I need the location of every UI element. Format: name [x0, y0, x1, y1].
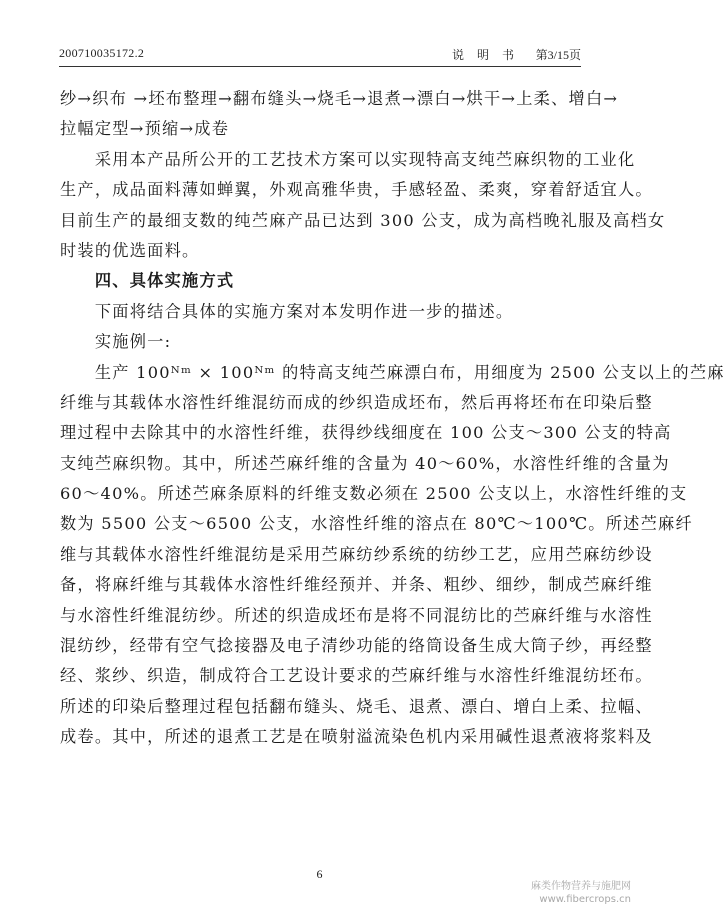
body-line: 时装的优选面料。 [60, 240, 200, 260]
body-line: 目前生产的最细支数的纯苎麻产品已达到 300 公支，成为高档晚礼服及高档女 [60, 210, 666, 230]
body-line: 采用本产品所公开的工艺技术方案可以实现特高支纯苎麻织物的工业化 [60, 149, 636, 169]
body-line: 纱→织布 →坯布整理→翻布缝头→烧毛→退煮→漂白→烘干→上柔、增白→ [60, 89, 619, 108]
body-line: 数为 5500 公支～6500 公支，水溶性纤维的溶点在 80℃～100℃。所述苎麻纤 [60, 514, 693, 534]
body-line: 与水溶性纤维混纺纱。所述的织造成坯布是将不同混纺比的苎麻纤维与水溶性 [60, 605, 653, 625]
body-line: 生产，成品面料薄如蝉翼，外观高雅华贵，手感轻盈、柔爽，穿着舒适宜人。 [60, 180, 653, 200]
body-line: 理过程中去除其中的水溶性纤维，获得纱线细度在 100 公支～300 公支的特高 [60, 423, 672, 443]
body-line: 经、浆纱、织造，制成符合工艺设计要求的苎麻纤维与水溶性纤维混纺坯布。 [60, 666, 653, 686]
page-indicator: 第3/15页 [535, 48, 581, 62]
body-line: 备，将麻纤维与其载体水溶性纤维经预并、并条、粗纱、细纱，制成苎麻纤维 [60, 575, 653, 595]
site-watermark [531, 880, 631, 906]
header-rule [59, 66, 581, 67]
page-header [59, 44, 581, 62]
watermark-site-name: 麻类作物营养与施肥网 [531, 881, 631, 892]
body-line: 维与其载体水溶性纤维混纺是采用苎麻纺纱系统的纺纱工艺，应用苎麻纺纱设 [60, 544, 653, 564]
body-line: 混纺纱，经带有空气捻接器及电子清纱功能的络筒设备生成大筒子纱，再经整 [60, 636, 653, 656]
body-line: 生产 100ᴺᵐ × 100ᴺᵐ 的特高支纯苎麻漂白布，用细度为 2500 公支以上的苎麻 [60, 362, 725, 382]
document-type: 说 明 书 [451, 48, 519, 62]
watermark-url: www.fibercrops.cn [539, 894, 631, 905]
body-line: 60～40%。所述苎麻条原料的纤维支数必须在 2500 公支以上，水溶性纤维的支 [60, 484, 688, 504]
document-body [60, 84, 725, 753]
body-line: 成卷。其中，所述的退煮工艺是在喷射溢流染色机内采用碱性退煮液将浆料及 [60, 727, 653, 747]
page-number: 6 [316, 867, 323, 881]
body-line: 下面将结合具体的实施方案对本发明作进一步的描述。 [60, 301, 514, 321]
section-heading: 四、具体实施方式 [60, 271, 235, 291]
body-line: 纤维与其载体水溶性纤维混纺而成的纱织造成坯布，然后再将坯布在印染后整 [60, 392, 653, 412]
body-line: 所述的印染后整理过程包括翻布缝头、烧毛、退煮、漂白、增白上柔、拉幅、 [60, 696, 653, 716]
patent-number: 200710035172.2 [59, 46, 145, 60]
body-line: 实施例一: [60, 332, 172, 352]
body-line: 支纯苎麻织物。其中，所述苎麻纤维的含量为 40～60%，水溶性纤维的含量为 [60, 453, 670, 473]
body-line: 拉幅定型→预缩→成卷 [60, 119, 230, 139]
